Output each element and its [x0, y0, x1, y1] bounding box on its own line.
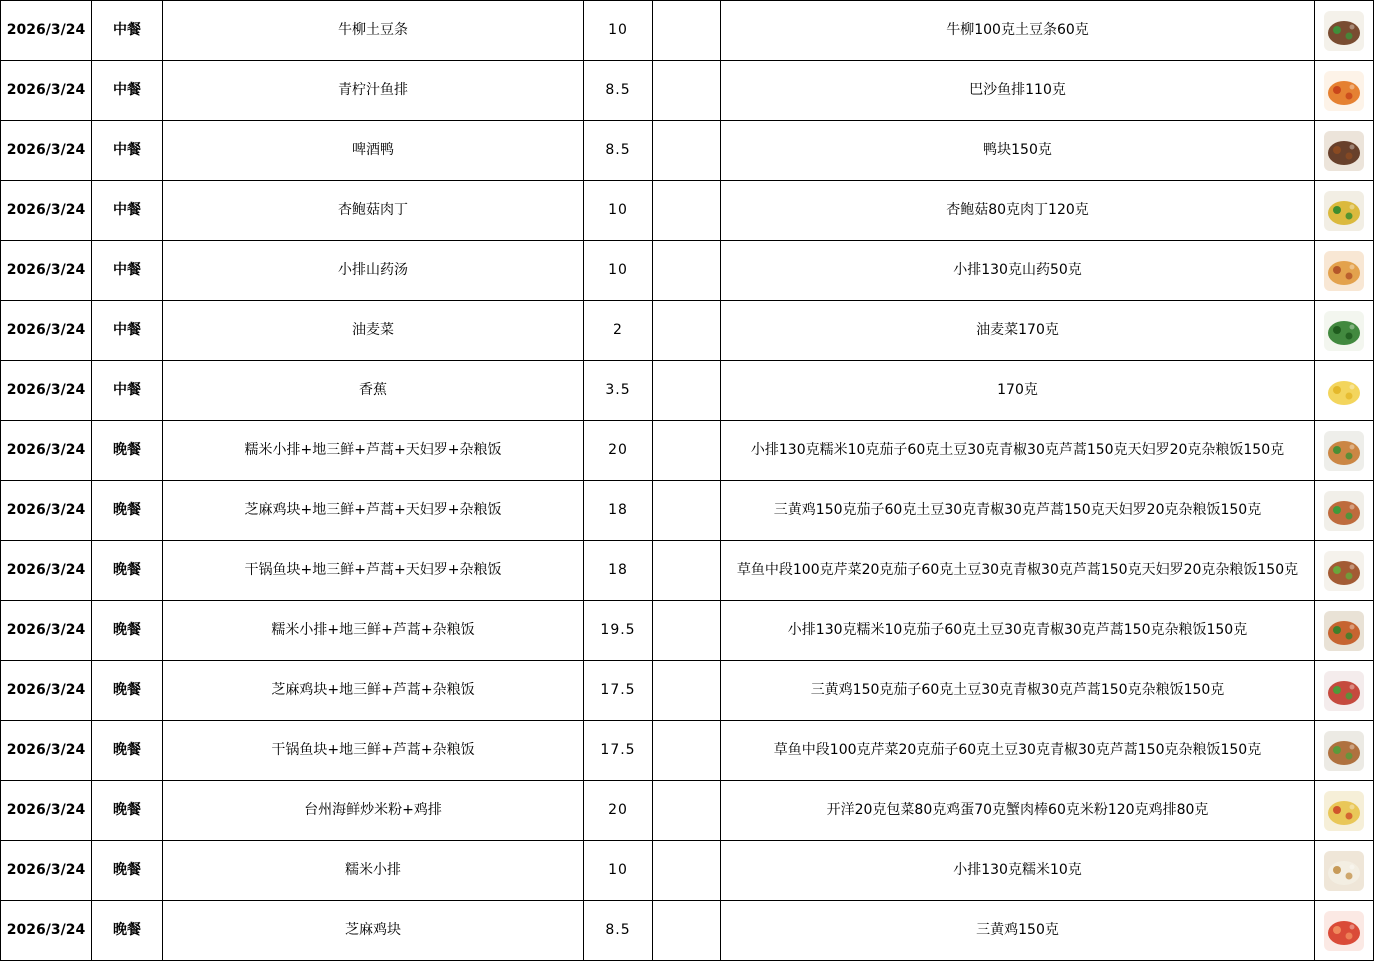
- dish-photo-cell: [1315, 181, 1374, 241]
- meal-cell: 晚餐: [92, 901, 163, 961]
- date-cell: 2026/3/24: [1, 361, 92, 421]
- meal-cell: 晚餐: [92, 481, 163, 541]
- bento-rib-photo[interactable]: [1324, 431, 1364, 471]
- date-cell: 2026/3/24: [1, 901, 92, 961]
- dish-photo-cell: [1315, 241, 1374, 301]
- ingredients-cell: 170克: [721, 361, 1315, 421]
- dish-name-cell: 糯米小排+地三鲜+芦蒿+天妇罗+杂粮饭: [163, 421, 584, 481]
- table-row[interactable]: [1, 361, 1374, 421]
- date-cell: 2026/3/24: [1, 601, 92, 661]
- dish-photo-cell: [1315, 61, 1374, 121]
- date-cell: 2026/3/24: [1, 301, 92, 361]
- meal-cell: 晚餐: [92, 421, 163, 481]
- price-cell: 3.5: [584, 361, 653, 421]
- ingredients-cell: 开洋20克包菜80克鸡蛋70克蟹肉棒60克米粉120克鸡排80克: [721, 781, 1315, 841]
- dish-photo-cell: [1315, 781, 1374, 841]
- ingredients-cell: 巴沙鱼排110克: [721, 61, 1315, 121]
- beer-duck-photo[interactable]: [1324, 131, 1364, 171]
- dish-name-cell: 牛柳土豆条: [163, 1, 584, 61]
- empty-cell: [653, 841, 721, 901]
- date-cell: 2026/3/24: [1, 61, 92, 121]
- rib-yam-soup-photo[interactable]: [1324, 251, 1364, 291]
- date-cell: 2026/3/24: [1, 841, 92, 901]
- ingredients-cell: 小排130克糯米10克: [721, 841, 1315, 901]
- empty-cell: [653, 1, 721, 61]
- ingredients-cell: 牛柳100克土豆条60克: [721, 1, 1315, 61]
- table-row[interactable]: [1, 541, 1374, 601]
- price-cell: 8.5: [584, 61, 653, 121]
- meal-cell: 中餐: [92, 241, 163, 301]
- empty-cell: [653, 481, 721, 541]
- empty-cell: [653, 721, 721, 781]
- date-cell: 2026/3/24: [1, 121, 92, 181]
- meal-cell: 晚餐: [92, 601, 163, 661]
- table-row[interactable]: [1, 841, 1374, 901]
- empty-cell: [653, 901, 721, 961]
- date-cell: 2026/3/24: [1, 721, 92, 781]
- price-cell: 10: [584, 1, 653, 61]
- empty-cell: [653, 421, 721, 481]
- price-cell: 8.5: [584, 121, 653, 181]
- date-cell: 2026/3/24: [1, 541, 92, 601]
- banana-photo[interactable]: [1324, 371, 1364, 411]
- dish-photo-cell: [1315, 301, 1374, 361]
- dish-photo-cell: [1315, 541, 1374, 601]
- ingredients-cell: 小排130克糯米10克茄子60克土豆30克青椒30克芦蒿150克杂粮饭150克: [721, 601, 1315, 661]
- table-row[interactable]: [1, 61, 1374, 121]
- dish-name-cell: 干锅鱼块+地三鲜+芦蒿+天妇罗+杂粮饭: [163, 541, 584, 601]
- bento-chicken-photo[interactable]: [1324, 491, 1364, 531]
- empty-cell: [653, 301, 721, 361]
- dish-photo-cell: [1315, 121, 1374, 181]
- empty-cell: [653, 241, 721, 301]
- dish-name-cell: 青柠汁鱼排: [163, 61, 584, 121]
- date-cell: 2026/3/24: [1, 1, 92, 61]
- dish-photo-cell: [1315, 601, 1374, 661]
- ingredients-cell: 小排130克糯米10克茄子60克土豆30克青椒30克芦蒿150克天妇罗20克杂粮饭150克: [721, 421, 1315, 481]
- table-row[interactable]: [1, 601, 1374, 661]
- table-row[interactable]: [1, 121, 1374, 181]
- lettuce-photo[interactable]: [1324, 311, 1364, 351]
- box-fish-photo[interactable]: [1324, 731, 1364, 771]
- dish-name-cell: 台州海鲜炒米粉+鸡排: [163, 781, 584, 841]
- empty-cell: [653, 661, 721, 721]
- table-row[interactable]: [1, 1, 1374, 61]
- ingredients-cell: 小排130克山药50克: [721, 241, 1315, 301]
- ingredients-cell: 草鱼中段100克芹菜20克茄子60克土豆30克青椒30克芦蒿150克天妇罗20克杂粮饭150克: [721, 541, 1315, 601]
- price-cell: 19.5: [584, 601, 653, 661]
- price-cell: 2: [584, 301, 653, 361]
- dish-photo-cell: [1315, 901, 1374, 961]
- sticky-rib-photo[interactable]: [1324, 851, 1364, 891]
- dish-name-cell: 芝麻鸡块: [163, 901, 584, 961]
- meal-cell: 中餐: [92, 361, 163, 421]
- box-rib-photo[interactable]: [1324, 611, 1364, 651]
- dish-photo-cell: [1315, 1, 1374, 61]
- empty-cell: [653, 121, 721, 181]
- date-cell: 2026/3/24: [1, 661, 92, 721]
- empty-cell: [653, 61, 721, 121]
- price-cell: 17.5: [584, 661, 653, 721]
- table-row[interactable]: [1, 421, 1374, 481]
- table-row[interactable]: [1, 481, 1374, 541]
- price-cell: 10: [584, 181, 653, 241]
- ingredients-cell: 三黄鸡150克茄子60克土豆30克青椒30克芦蒿150克天妇罗20克杂粮饭150克: [721, 481, 1315, 541]
- table-row[interactable]: [1, 301, 1374, 361]
- dish-photo-cell: [1315, 841, 1374, 901]
- fish-fillet-photo[interactable]: [1324, 71, 1364, 111]
- empty-cell: [653, 361, 721, 421]
- date-cell: 2026/3/24: [1, 421, 92, 481]
- menu-rows: [1, 1, 1374, 961]
- dish-photo-cell: [1315, 421, 1374, 481]
- price-cell: 20: [584, 421, 653, 481]
- table-row[interactable]: [1, 661, 1374, 721]
- meal-cell: 中餐: [92, 301, 163, 361]
- ingredients-cell: 油麦菜170克: [721, 301, 1315, 361]
- ingredients-cell: 鸭块150克: [721, 121, 1315, 181]
- meal-cell: 晚餐: [92, 721, 163, 781]
- sesame-chicken-photo[interactable]: [1324, 911, 1364, 951]
- empty-cell: [653, 541, 721, 601]
- date-cell: 2026/3/24: [1, 181, 92, 241]
- meal-cell: 中餐: [92, 181, 163, 241]
- empty-cell: [653, 781, 721, 841]
- table-row[interactable]: [1, 781, 1374, 841]
- ingredients-cell: 三黄鸡150克茄子60克土豆30克青椒30克芦蒿150克杂粮饭150克: [721, 661, 1315, 721]
- dish-name-cell: 小排山药汤: [163, 241, 584, 301]
- price-cell: 17.5: [584, 721, 653, 781]
- price-cell: 18: [584, 541, 653, 601]
- dish-name-cell: 杏鲍菇肉丁: [163, 181, 584, 241]
- dish-name-cell: 芝麻鸡块+地三鲜+芦蒿+天妇罗+杂粮饭: [163, 481, 584, 541]
- meal-cell: 晚餐: [92, 541, 163, 601]
- dish-name-cell: 油麦菜: [163, 301, 584, 361]
- fried-noodles-photo[interactable]: [1324, 791, 1364, 831]
- dish-name-cell: 糯米小排+地三鲜+芦蒿+杂粮饭: [163, 601, 584, 661]
- dish-name-cell: 芝麻鸡块+地三鲜+芦蒿+杂粮饭: [163, 661, 584, 721]
- date-cell: 2026/3/24: [1, 781, 92, 841]
- dish-name-cell: 干锅鱼块+地三鲜+芦蒿+杂粮饭: [163, 721, 584, 781]
- dish-photo-cell: [1315, 721, 1374, 781]
- dish-photo-cell: [1315, 661, 1374, 721]
- dish-name-cell: 香蕉: [163, 361, 584, 421]
- dish-photo-cell: [1315, 481, 1374, 541]
- empty-cell: [653, 181, 721, 241]
- meal-cell: 中餐: [92, 61, 163, 121]
- table-row[interactable]: [1, 721, 1374, 781]
- date-cell: 2026/3/24: [1, 241, 92, 301]
- price-cell: 18: [584, 481, 653, 541]
- meal-cell: 晚餐: [92, 841, 163, 901]
- ingredients-cell: 杏鲍菇80克肉丁120克: [721, 181, 1315, 241]
- price-cell: 20: [584, 781, 653, 841]
- table-row[interactable]: [1, 901, 1374, 961]
- meal-cell: 中餐: [92, 1, 163, 61]
- mushroom-pork-photo[interactable]: [1324, 191, 1364, 231]
- beef-potato-photo[interactable]: [1324, 11, 1364, 51]
- date-cell: 2026/3/24: [1, 481, 92, 541]
- meal-cell: 晚餐: [92, 661, 163, 721]
- box-chicken-photo[interactable]: [1324, 671, 1364, 711]
- table-row[interactable]: [1, 181, 1374, 241]
- ingredients-cell: 草鱼中段100克芹菜20克茄子60克土豆30克青椒30克芦蒿150克杂粮饭150克: [721, 721, 1315, 781]
- bento-fish-photo[interactable]: [1324, 551, 1364, 591]
- meal-cell: 晚餐: [92, 781, 163, 841]
- empty-cell: [653, 601, 721, 661]
- dish-name-cell: 啤酒鸭: [163, 121, 584, 181]
- price-cell: 8.5: [584, 901, 653, 961]
- ingredients-cell: 三黄鸡150克: [721, 901, 1315, 961]
- price-cell: 10: [584, 241, 653, 301]
- table-row[interactable]: [1, 241, 1374, 301]
- dish-photo-cell: [1315, 361, 1374, 421]
- price-cell: 10: [584, 841, 653, 901]
- meal-cell: 中餐: [92, 121, 163, 181]
- dish-name-cell: 糯米小排: [163, 841, 584, 901]
